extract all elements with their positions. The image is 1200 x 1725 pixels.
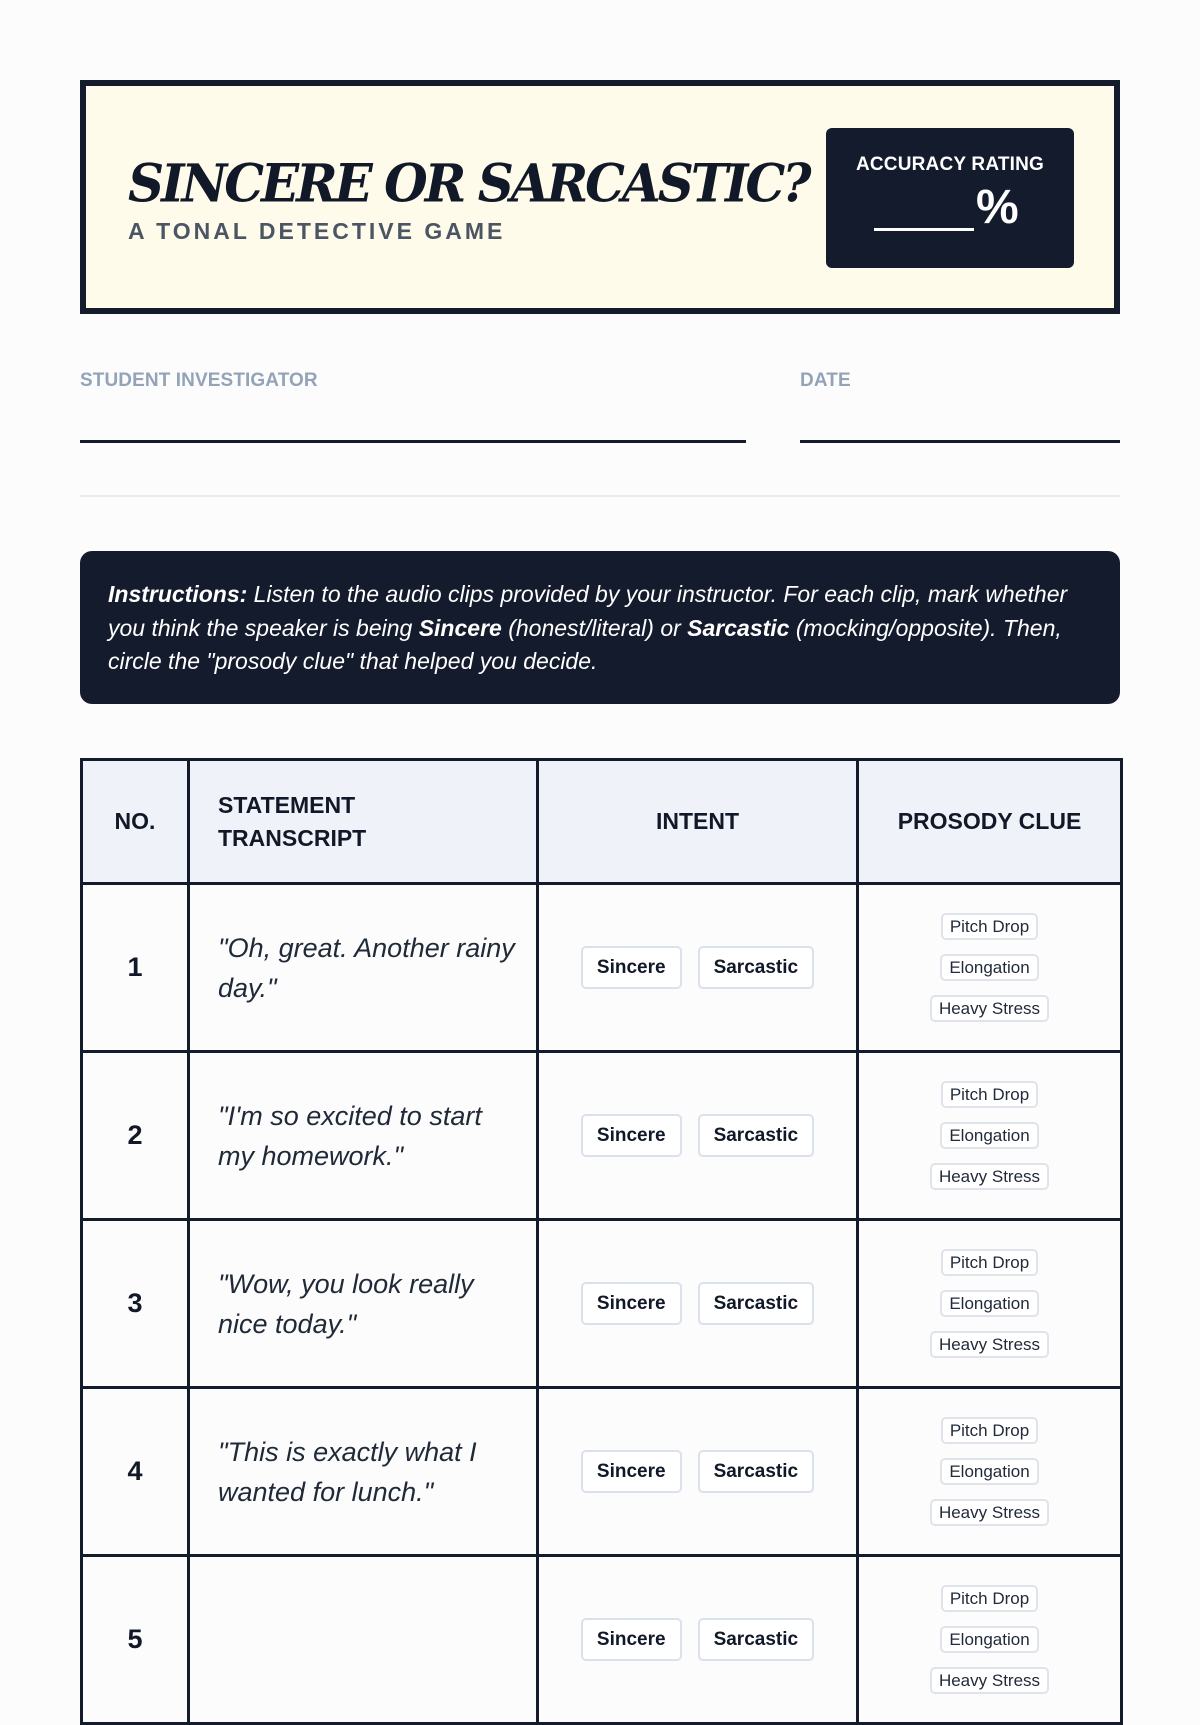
intent-option-sarcastic[interactable]: Sarcastic — [698, 1618, 815, 1661]
intent-option-sarcastic[interactable]: Sarcastic — [698, 1282, 815, 1325]
header-intent: INTENT — [538, 760, 858, 884]
prosody-clue-heavy-stress[interactable]: Heavy Stress — [930, 1499, 1049, 1526]
intent-option-sincere[interactable]: Sincere — [581, 1618, 682, 1661]
accuracy-rating-box — [826, 128, 1074, 268]
worksheet-page — [80, 80, 1120, 1690]
intent-option-sarcastic[interactable]: Sarcastic — [698, 946, 815, 989]
prosody-clue-cell — [858, 1556, 1122, 1724]
instructions-text-1: Listen to the audio clips provided by your instructor. For each clip, mark whether you think the speaker is being — [108, 581, 1068, 641]
prosody-clue-elongation[interactable]: Elongation — [940, 1458, 1038, 1485]
date-label: DATE — [800, 370, 851, 391]
instructions-text-3: (mocking/opposite). Then, circle the "prosody clue" that helped you decide. — [108, 614, 1062, 674]
statement-text: "This is exactly what I wanted for lunch." — [189, 1388, 538, 1556]
statement-text: "Oh, great. Another rainy day." — [189, 884, 538, 1052]
detective-table — [80, 758, 1123, 1725]
intent-cell — [538, 1556, 858, 1724]
table-row — [82, 1388, 1122, 1556]
header-statement — [189, 760, 538, 884]
prosody-clue-heavy-stress[interactable]: Heavy Stress — [930, 1667, 1049, 1694]
prosody-clue-cell — [858, 1388, 1122, 1556]
prosody-clue-list — [859, 1410, 1120, 1533]
accuracy-rating-blank[interactable] — [874, 228, 974, 231]
prosody-clue-heavy-stress[interactable]: Heavy Stress — [930, 995, 1049, 1022]
intent-cell — [538, 1052, 858, 1220]
prosody-clue-heavy-stress[interactable]: Heavy Stress — [930, 1163, 1049, 1190]
prosody-clue-pitch-drop[interactable]: Pitch Drop — [941, 1585, 1038, 1612]
instructions-box — [80, 551, 1120, 704]
date-field[interactable] — [800, 440, 1120, 443]
instructions-lead: Instructions: — [108, 581, 248, 607]
prosody-clue-cell — [858, 1220, 1122, 1388]
table-header-row — [82, 760, 1122, 884]
student-investigator-field[interactable] — [80, 440, 746, 443]
student-investigator-label: STUDENT INVESTIGATOR — [80, 370, 318, 391]
prosody-clue-heavy-stress[interactable]: Heavy Stress — [930, 1331, 1049, 1358]
prosody-clue-list — [859, 906, 1120, 1029]
prosody-clue-pitch-drop[interactable]: Pitch Drop — [941, 1081, 1038, 1108]
statement-text: "I'm so excited to start my homework." — [189, 1052, 538, 1220]
worksheet-subtitle: A TONAL DETECTIVE GAME — [128, 218, 506, 244]
row-number: 3 — [82, 1220, 189, 1388]
intent-option-sarcastic[interactable]: Sarcastic — [698, 1450, 815, 1493]
worksheet-title: SINCERE OR SARCASTIC? — [128, 152, 809, 214]
prosody-clue-pitch-drop[interactable]: Pitch Drop — [941, 913, 1038, 940]
instructions-text-2: (honest/literal) or — [501, 614, 688, 641]
prosody-clue-elongation[interactable]: Elongation — [940, 1290, 1038, 1317]
accuracy-rating-percent: % — [976, 181, 1019, 234]
prosody-clue-cell — [858, 1052, 1122, 1220]
prosody-clue-elongation[interactable]: Elongation — [940, 1626, 1038, 1653]
section-divider — [80, 495, 1120, 497]
prosody-clue-elongation[interactable]: Elongation — [940, 1122, 1038, 1149]
intent-option-sincere[interactable]: Sincere — [581, 946, 682, 989]
prosody-clue-pitch-drop[interactable]: Pitch Drop — [941, 1249, 1038, 1276]
prosody-clue-cell — [858, 884, 1122, 1052]
prosody-clue-list — [859, 1242, 1120, 1365]
prosody-clue-list — [859, 1578, 1120, 1701]
row-number: 2 — [82, 1052, 189, 1220]
statement-text — [189, 1556, 538, 1724]
header-banner — [80, 80, 1120, 314]
row-number: 4 — [82, 1388, 189, 1556]
table-row — [82, 1220, 1122, 1388]
prosody-clue-pitch-drop[interactable]: Pitch Drop — [941, 1417, 1038, 1444]
instructions-sincere: Sincere — [418, 614, 502, 641]
intent-option-sincere[interactable]: Sincere — [581, 1450, 682, 1493]
header-prosody-clue: PROSODY CLUE — [858, 760, 1122, 884]
intent-cell — [538, 1388, 858, 1556]
intent-option-sincere[interactable]: Sincere — [581, 1282, 682, 1325]
table-row — [82, 884, 1122, 1052]
intent-cell — [538, 884, 858, 1052]
prosody-clue-list — [859, 1074, 1120, 1197]
prosody-clue-elongation[interactable]: Elongation — [940, 954, 1038, 981]
row-number: 5 — [82, 1556, 189, 1724]
instructions-sarcastic: Sarcastic — [687, 614, 790, 641]
header-statement-line2: TRANSCRIPT — [218, 824, 367, 851]
row-number: 1 — [82, 884, 189, 1052]
statement-text: "Wow, you look really nice today." — [189, 1220, 538, 1388]
header-statement-line1: STATEMENT — [218, 791, 356, 818]
intent-option-sarcastic[interactable]: Sarcastic — [698, 1114, 815, 1157]
header-no: NO. — [82, 760, 189, 884]
intent-cell — [538, 1220, 858, 1388]
accuracy-rating-label: ACCURACY RATING — [855, 154, 1045, 175]
table-row — [82, 1052, 1122, 1220]
table-row — [82, 1556, 1122, 1724]
intent-option-sincere[interactable]: Sincere — [581, 1114, 682, 1157]
